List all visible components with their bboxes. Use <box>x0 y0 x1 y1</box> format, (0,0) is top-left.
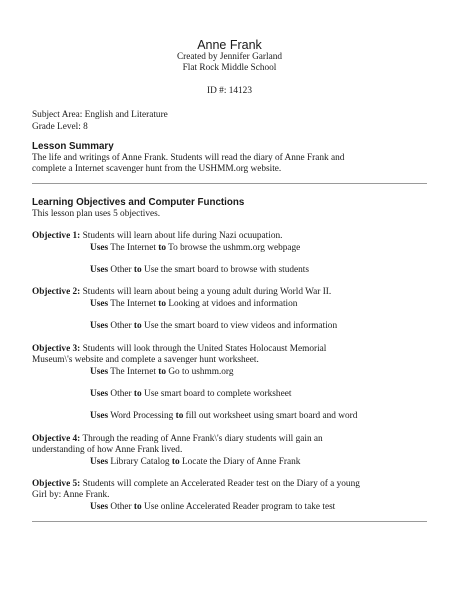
objective-label: Objective 4: <box>32 433 81 444</box>
use-tool: Library Catalog <box>110 456 170 467</box>
school-line: Flat Rock Middle School <box>182 63 277 74</box>
to-keyword: to <box>171 456 180 467</box>
objective-text: Students will complete an Accelerated Reader test on the Diary of a young <box>82 478 360 489</box>
objectives-heading: Learning Objectives and Computer Functions <box>32 197 245 209</box>
to-keyword: to <box>158 298 166 309</box>
author-line: Created by Jennifer Garland <box>176 52 283 62</box>
use-tool: Other <box>110 265 132 276</box>
objective-text: Girl by: Anne Frank. <box>32 490 110 501</box>
page-title: Anne Frank <box>197 38 262 52</box>
to-keyword: to <box>133 388 142 399</box>
summary-text-line: complete a Internet scavenger hunt from the USHMM.org website. <box>32 163 282 174</box>
objective-use <box>32 389 427 400</box>
objective-4 <box>32 434 427 468</box>
summary-text-line: The life and writings of Anne Frank. Students will read the diary of Anne Frank and <box>32 152 345 163</box>
use-tool: Word Processing <box>110 411 174 422</box>
use-tool: Other <box>110 321 132 332</box>
use-task: Looking at vidoes and information <box>168 298 298 309</box>
objective-3 <box>32 344 427 423</box>
objective-label: Objective 5: <box>32 478 81 489</box>
objective-text: Through the reading of Anne Frank\'s diary students will gain an <box>82 433 323 444</box>
use-tool: The Internet <box>110 298 156 309</box>
to-keyword: to <box>133 501 142 512</box>
document-header <box>32 38 427 97</box>
to-keyword: to <box>158 366 166 377</box>
meta-block <box>32 110 427 133</box>
uses-keyword: Uses <box>90 298 109 309</box>
uses-keyword: Uses <box>90 456 109 467</box>
uses-keyword: Uses <box>90 321 109 332</box>
use-task: Use the smart board to browse with students <box>143 265 309 276</box>
objective-text: Museum\'s website and complete a savenger hunt worksheet. <box>32 355 259 366</box>
section-divider <box>32 183 427 184</box>
use-tool: Other <box>110 388 132 399</box>
objective-use <box>32 367 427 378</box>
section-divider <box>32 521 427 522</box>
use-task: Use smart board to complete worksheet <box>143 388 292 399</box>
objective-use <box>32 265 427 276</box>
objective-label: Objective 1: <box>32 231 81 242</box>
to-keyword: to <box>133 321 142 332</box>
to-keyword: to <box>175 411 184 422</box>
objective-5 <box>32 479 427 513</box>
objective-use <box>32 457 427 468</box>
lesson-summary <box>32 141 427 175</box>
objective-use <box>32 299 427 310</box>
uses-keyword: Uses <box>90 265 109 276</box>
objective-use <box>32 243 427 254</box>
use-task: Use online Accelerated Reader program to take test <box>143 501 336 512</box>
use-tool: Other <box>110 501 132 512</box>
objectives-intro: This lesson plan uses 5 objectives. <box>32 208 161 219</box>
objective-text: Students will learn about life during Nazi ocuupation. <box>82 231 283 242</box>
use-tool: The Internet <box>110 242 156 253</box>
grade-level: Grade Level: 8 <box>32 121 88 132</box>
use-task: To browse the ushmm.org webpage <box>168 242 301 253</box>
use-task: Go to ushmm.org <box>168 366 234 377</box>
uses-keyword: Uses <box>90 388 109 399</box>
objective-text: Students will learn about being a young adult during World War II. <box>82 287 332 298</box>
uses-keyword: Uses <box>90 242 109 253</box>
id-line: ID #: 14123 <box>207 85 252 96</box>
objective-text: Students will look through the United States Holocaust Memorial <box>82 343 327 354</box>
objective-use <box>32 502 427 513</box>
objective-1 <box>32 231 427 276</box>
subject-area: Subject Area: English and Literature <box>32 110 168 121</box>
to-keyword: to <box>158 242 166 253</box>
use-task: Use the smart board to view videos and information <box>143 321 338 332</box>
summary-heading: Lesson Summary <box>32 141 114 153</box>
objective-use <box>32 411 427 422</box>
objective-2 <box>32 287 427 332</box>
objective-label: Objective 2: <box>32 287 81 298</box>
uses-keyword: Uses <box>90 501 109 512</box>
objectives-section <box>32 197 427 513</box>
objective-text: understanding of how Anne Frank lived. <box>32 445 183 456</box>
uses-keyword: Uses <box>90 366 109 377</box>
use-task: fill out worksheet using smart board and word <box>185 411 358 422</box>
objective-label: Objective 3: <box>32 343 81 354</box>
to-keyword: to <box>133 265 142 276</box>
objective-use <box>32 321 427 332</box>
use-tool: The Internet <box>110 366 156 377</box>
uses-keyword: Uses <box>90 411 109 422</box>
use-task: Locate the Diary of Anne Frank <box>181 456 301 467</box>
